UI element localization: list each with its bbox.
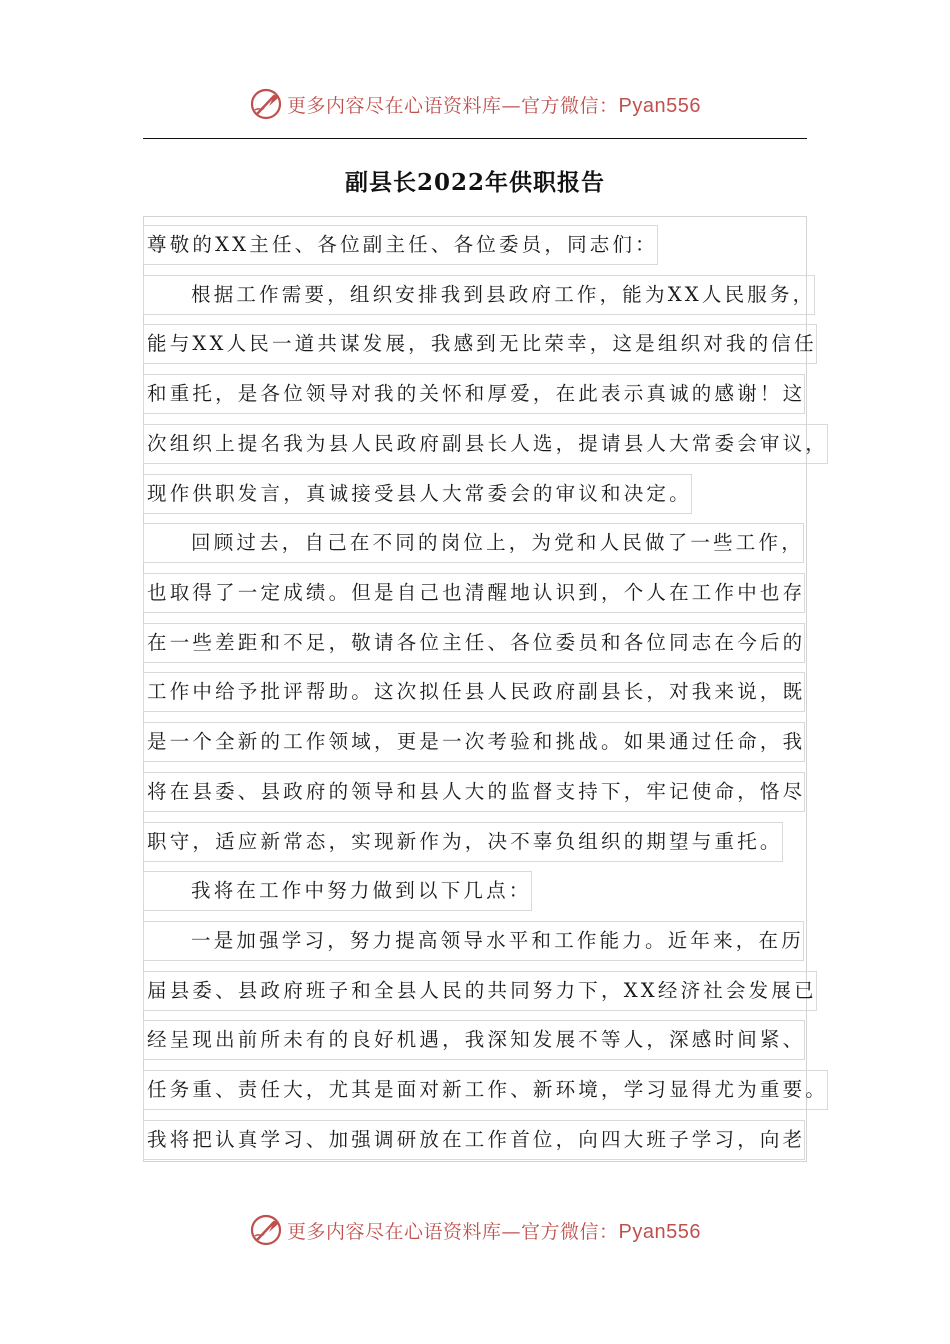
body-line: 将在县委、县政府的领导和县人大的监督支持下，牢记使命，恪尽 <box>147 778 805 806</box>
body-line: 在一些差距和不足，敬请各位主任、各位委员和各位同志在今后的 <box>147 629 805 657</box>
banner-label: 官方微信： <box>521 94 619 117</box>
banner-text <box>287 1217 701 1244</box>
body-line: 尊敬的XX主任、各位副主任、各位委员，同志们： <box>147 231 658 259</box>
banner-main-text: 更多内容尽在心语资料库 <box>287 1220 502 1243</box>
body-line: 次组织上提名我为县人民政府副县长人选，提请县人大常委会审议， <box>147 430 828 458</box>
banner-dash: — <box>501 94 522 117</box>
body-line: 工作中给予批评帮助。这次拟任县人民政府副县长，对我来说，既 <box>147 678 805 706</box>
body-line: 能与XX人民一道共谋发展，我感到无比荣幸，这是组织对我的信任 <box>147 330 817 358</box>
header-watermark-banner <box>0 82 950 126</box>
body-line: 现作供职发言，真诚接受县人大常委会的审议和决定。 <box>147 480 692 508</box>
header-rule <box>143 138 807 139</box>
quill-pen-logo-icon <box>249 1213 283 1247</box>
banner-main-text: 更多内容尽在心语资料库 <box>287 94 502 117</box>
body-line: 一是加强学习，努力提高领导水平和工作能力。近年来，在历 <box>147 927 804 955</box>
body-line: 任务重、责任大，尤其是面对新工作、新环境，学习显得尤为重要。 <box>147 1076 828 1104</box>
body-line: 我将在工作中努力做到以下几点： <box>147 877 532 905</box>
body-line: 回顾过去，自己在不同的岗位上，为党和人民做了一些工作， <box>147 529 804 557</box>
banner-text <box>287 91 701 118</box>
body-line: 职守，适应新常态，实现新作为，决不辜负组织的期望与重托。 <box>147 828 783 856</box>
banner-dash: — <box>501 1220 522 1243</box>
document-title: 副县长2022年供职报告 <box>344 169 605 196</box>
banner-wechat-id: Pyan556 <box>618 1220 701 1243</box>
banner-wechat-id: Pyan556 <box>618 94 701 117</box>
body-line: 也取得了一定成绩。但是自己也清醒地认识到，个人在工作中也存 <box>147 579 805 607</box>
body-line: 根据工作需要，组织安排我到县政府工作，能为XX人民服务， <box>147 281 815 309</box>
body-line: 是一个全新的工作领域，更是一次考验和挑战。如果通过任命，我 <box>147 728 805 756</box>
footer-watermark-banner <box>0 1208 950 1252</box>
body-line: 届县委、县政府班子和全县人民的共同努力下，XX经济社会发展已 <box>147 977 817 1005</box>
quill-pen-logo-icon <box>249 87 283 121</box>
banner-label: 官方微信： <box>521 1220 619 1243</box>
body-line: 和重托，是各位领导对我的关怀和厚爱，在此表示真诚的感谢！这 <box>147 380 805 408</box>
body-line: 经呈现出前所未有的良好机遇，我深知发展不等人，深感时间紧、 <box>147 1026 805 1054</box>
body-line: 我将把认真学习、加强调研放在工作首位，向四大班子学习，向老 <box>147 1126 805 1154</box>
